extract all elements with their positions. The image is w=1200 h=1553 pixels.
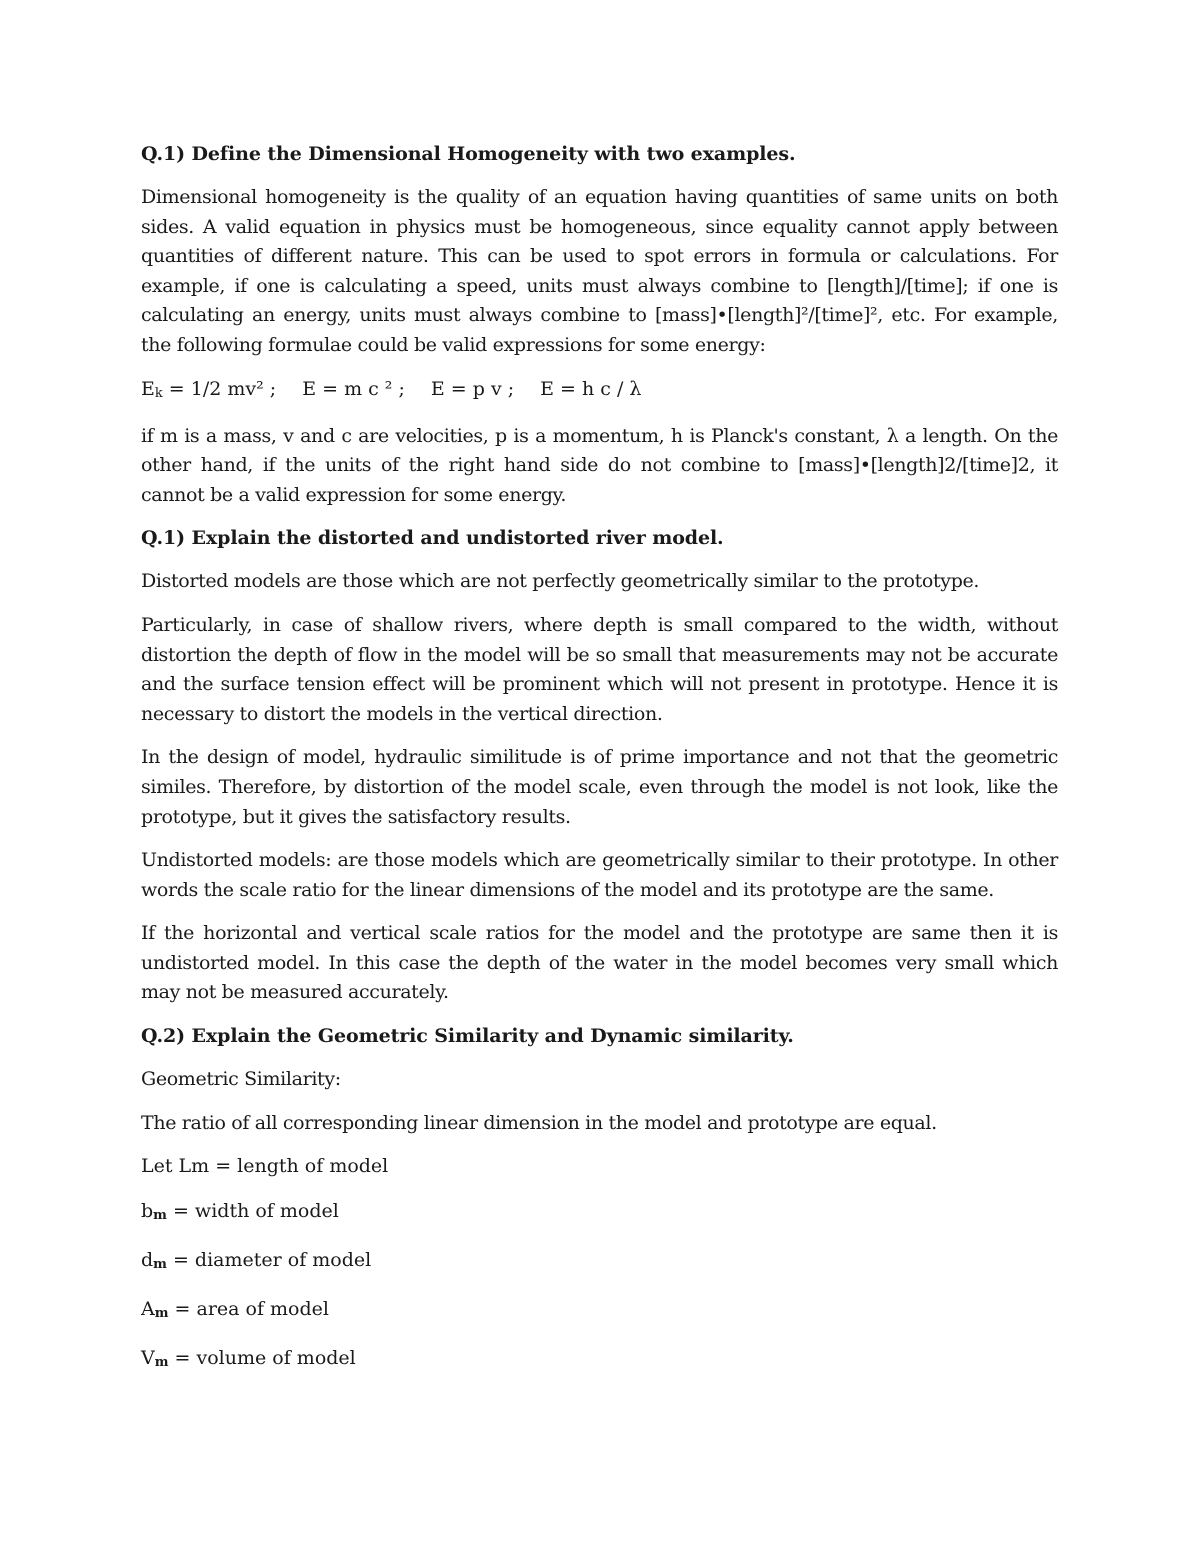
definition-line: Let Lm = length of model — [141, 1155, 389, 1178]
paragraph: The ratio of all corresponding linear dimension in the model and prototype are equal. — [141, 1111, 937, 1134]
equation-photon: E = h c / λ — [540, 377, 642, 400]
document-page — [141, 140, 1058, 1393]
paragraph: Undistorted models: are those models which are geometrically similar to their prototype. In other words the scale ratio for the linear dimensions of the model and its prototype are the same. — [141, 849, 1058, 901]
definition-line: $V_m$ = volume of model — [141, 1347, 356, 1371]
energy-equations — [141, 375, 1058, 408]
paragraph: Distorted models are those which are not perfectly geometrically similar to the prototype. — [141, 570, 980, 593]
paragraph: if m is a mass, v and c are velocities, p is a momentum, h is Planck's constant, λ a length. On the other hand, if the units of the right hand side do not combine to [mass]•[length]2/[time]2, it cannot be a valid expression for some energy. — [141, 424, 1058, 506]
equation-kinetic: $E_k = 1/2$ mv² ; — [141, 377, 277, 401]
paragraph: Dimensional homogeneity is the quality of an equation having quantities of same units on both sides. A valid equation in physics must be homogeneous, since equality cannot apply between quantities of different nature. This can be used to spot errors in formula or calculations. For example, if one is calculating a speed, units must always combine to [length]/[time]; if one is calculating an energy, units must always combine to [mass]•[length]²/[time]², etc. For example, the following formulae could be valid expressions for some energy: — [141, 186, 1058, 356]
equation-momentum: E = p v ; — [430, 377, 515, 400]
paragraph: If the horizontal and vertical scale ratios for the model and the prototype are same then it is undistorted model. In this case the depth of the water in the model becomes very small which may not be measured accurately. — [141, 922, 1058, 1004]
equation-mass-energy: E = m c ² ; — [302, 377, 405, 400]
definition-line: $d_m$ = diameter of model — [141, 1249, 372, 1273]
question-heading-1: Q.1) Define the Dimensional Homogeneity with two examples. — [141, 143, 796, 165]
paragraph: Particularly, in case of shallow rivers, where depth is small compared to the width, without distortion the depth of flow in the model will be so small that measurements may not be accurate and the surface tension effect will be prominent which will not present in prototype. Hence it is necessary to distort the models in the vertical direction. — [141, 613, 1058, 725]
definition-line: $b_m$ = width of model — [141, 1200, 339, 1224]
section-label: Geometric Similarity: — [141, 1068, 341, 1091]
question-heading-2: Q.1) Explain the distorted and undistorted river model. — [141, 527, 724, 550]
paragraph: In the design of model, hydraulic similitude is of prime importance and not that the geometric similes. Therefore, by distortion of the model scale, even through the model is not look, like the prototype, but it gives the satisfactory results. — [141, 746, 1058, 828]
definition-line: $A_m$ = area of model — [141, 1298, 329, 1322]
question-heading-3: Q.2) Explain the Geometric Similarity and Dynamic similarity. — [141, 1025, 794, 1048]
